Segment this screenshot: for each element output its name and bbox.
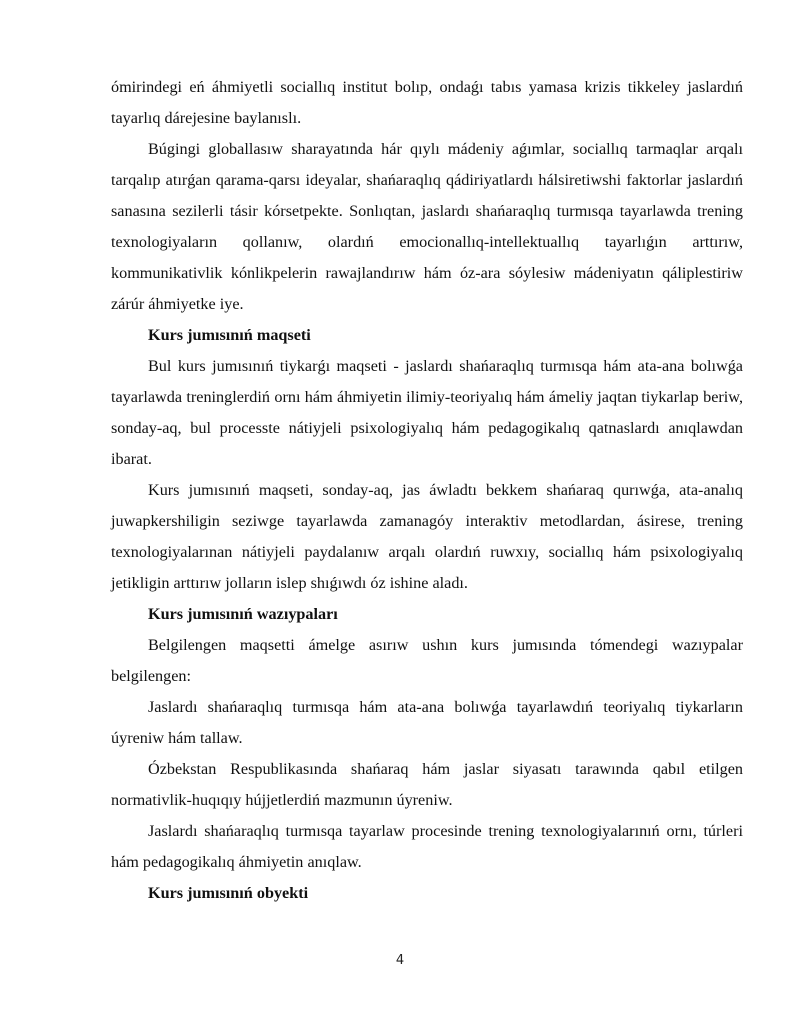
task-item-3: Jaslardı shańaraqlıq turmısqa tayarlaw procesinde trening texnologiyalarınıń ornı, túrleri hám pedagogikalıq áhmiyetin anıqlaw.	[111, 822, 743, 871]
page-number: 4	[395, 953, 405, 968]
paragraph-main-goal: Bul kurs jumısınıń tiykarǵı maqseti - jaslardı shańaraqlıq turmısqa hám ata-ana bolıwǵa tayarlawda treninglerdiń ornı hám áhmiyetin ilimiy-teoriyalıq hám ámeliy jaqtan tiykarlap beriw, sonday-aq, bul processte nátiyjeli psixologiyalıq hám pedagogikalıq qatnaslardı anıqlawdan ibarat.	[111, 357, 743, 468]
heading-course-tasks: Kurs jumısınıń wazıypaları	[148, 605, 338, 623]
paragraph-goal-details: Kurs jumısınıń maqseti, sonday-aq, jas áwladtı bekkem shańaraq qurıwǵa, ata-analıq juwapkershiligin seziwge tayarlawda zamanagóy interaktiv metodlardan, ásirese, trening texnologiyalarınan nátiyjeli paydalanıw arqalı olardıń ruwxıy, sociallıq hám psixologiyalıq jetikligin arttırıw jolların islep shıǵıwdı óz ishine aladı.	[111, 481, 743, 592]
paragraph-continuation: ómirindegi eń áhmiyetli sociallıq institut bolıp, ondaǵı tabıs yamasa krizis tikkeley jaslardıń tayarlıq dárejesine baylanıslı.	[111, 78, 743, 127]
paragraph-tasks-intro: Belgilengen maqsetti ámelge asırıw ushın kurs jumısında tómendegi wazıypalar belgilengen:	[111, 636, 743, 685]
heading-course-object: Kurs jumısınıń obyekti	[148, 884, 309, 902]
task-item-2: Ózbekstan Respublikasında shańaraq hám jaslar siyasatı tarawında qabıl etilgen normativlik-huqıqıy hújjetlerdiń mazmunın úyreniw.	[111, 760, 743, 809]
paragraph-globalization: Búgingi globallasıw sharayatında hár qıylı mádeniy aǵımlar, sociallıq tarmaqlar arqalı tarqalıp atırǵan qarama-qarsı ideyalar, shańaraqlıq qádiriyatlardı hálsiretiwshi faktorlar jaslardıń sanasına sezilerli tásir kórsetpekte. Sonlıqtan, jaslardı shańaraqlıq turmısqa tayarlawda trening texnologiyaların qollanıw, olardıń emocionallıq-intellektuallıq tayarlıǵın arttırıw, kommunikativlik kónlikpelerin rawajlandırıw hám óz-ara sóylesiw mádeniyatın qáliplestiriw zárúr áhmiyetke iye.	[111, 140, 743, 313]
task-item-1: Jaslardı shańaraqlıq turmısqa hám ata-ana bolıwǵa tayarlawdıń teoriyalıq tiykarların úyreniw hám tallaw.	[111, 698, 743, 747]
heading-course-goal: Kurs jumısınıń maqseti	[148, 326, 311, 344]
document-body	[111, 72, 743, 909]
